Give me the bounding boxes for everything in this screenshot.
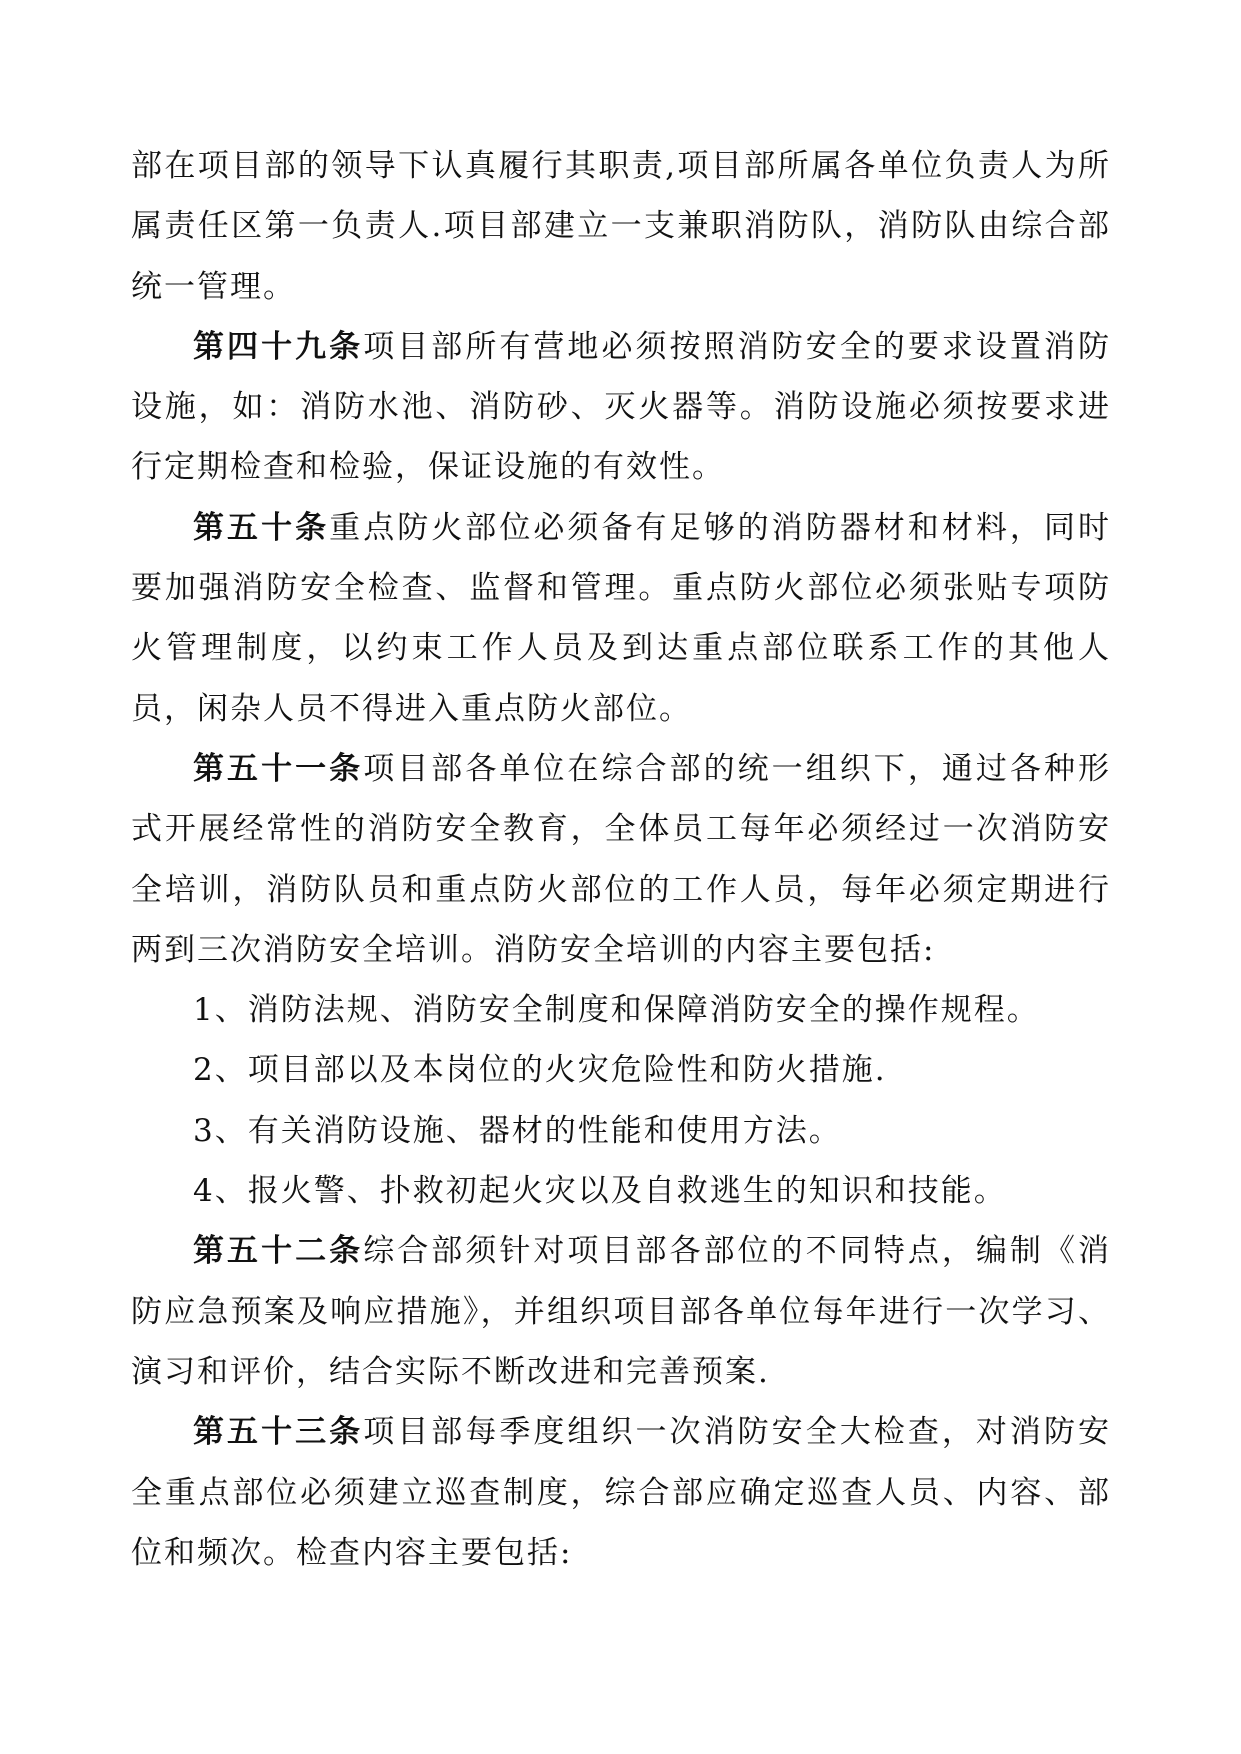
article-text: 综合部须针对项目部各部位的不同特点，编制《消防应急预案及响应措施》，并组织项目部各单位每年进行一次学习、演习和评价，结合实际不断改进和完善预案. xyxy=(131,1233,1112,1390)
list-item-1 xyxy=(131,980,1111,1040)
article-text: 项目部每季度组织一次消防安全大检查，对消防安全重点部位必须建立巡查制度，综合部应确定巡查人员、内容、部位和频次。检查内容主要包括: xyxy=(131,1414,1112,1571)
article-49 xyxy=(131,317,1111,498)
list-item-2 xyxy=(131,1040,1111,1100)
list-item-4 xyxy=(131,1161,1111,1221)
paragraph-text: 部在项目部的领导下认真履行其职责,项目部所属各单位负责人为所属责任区第一负责人.项目部建立一支兼职消防队，消防队由综合部统一管理。 xyxy=(131,148,1111,305)
document-body xyxy=(131,136,1111,1583)
article-number: 第五十一条 xyxy=(193,750,364,787)
list-item-text: 4、报火警、扑救初起火灾以及自救逃生的知识和技能。 xyxy=(193,1173,1007,1210)
article-text: 项目部所有营地必须按照消防安全的要求设置消防设施，如：消防水池、消防砂、灭火器等。消防设施必须按要求进行定期检查和检验，保证设施的有效性。 xyxy=(131,328,1112,486)
list-item-text: 3、有关消防设施、器材的性能和使用方法。 xyxy=(193,1112,842,1149)
article-text: 项目部各单位在综合部的统一组织下，通过各种形式开展经常性的消防安全教育，全体员工每年必须经过一次消防安全培训，消防队员和重点防火部位的工作人员，每年必须定期进行两到三次消防安全培训。消防安全培训的内容主要包括: xyxy=(131,750,1112,968)
article-51 xyxy=(131,739,1111,980)
paragraph-continuation xyxy=(131,136,1111,317)
article-number: 第五十二条 xyxy=(193,1233,364,1270)
article-number: 第四十九条 xyxy=(193,328,364,365)
article-52 xyxy=(131,1221,1111,1402)
list-item-text: 1、消防法规、消防安全制度和保障消防安全的操作规程。 xyxy=(193,992,1040,1029)
list-item-text: 2、项目部以及本岗位的火灾危险性和防火措施. xyxy=(193,1052,887,1089)
article-text: 重点防火部位必须备有足够的消防器材和材料，同时要加强消防安全检查、监督和管理。重点防火部位必须张贴专项防火管理制度，以约束工作人员及到达重点部位联系工作的其他人员，闲杂人员不得进入重点防火部位。 xyxy=(131,509,1111,727)
article-50 xyxy=(131,498,1111,739)
article-53 xyxy=(131,1402,1111,1583)
article-number: 第五十三条 xyxy=(193,1414,364,1451)
article-number: 第五十条 xyxy=(193,509,330,546)
list-item-3 xyxy=(131,1101,1111,1161)
